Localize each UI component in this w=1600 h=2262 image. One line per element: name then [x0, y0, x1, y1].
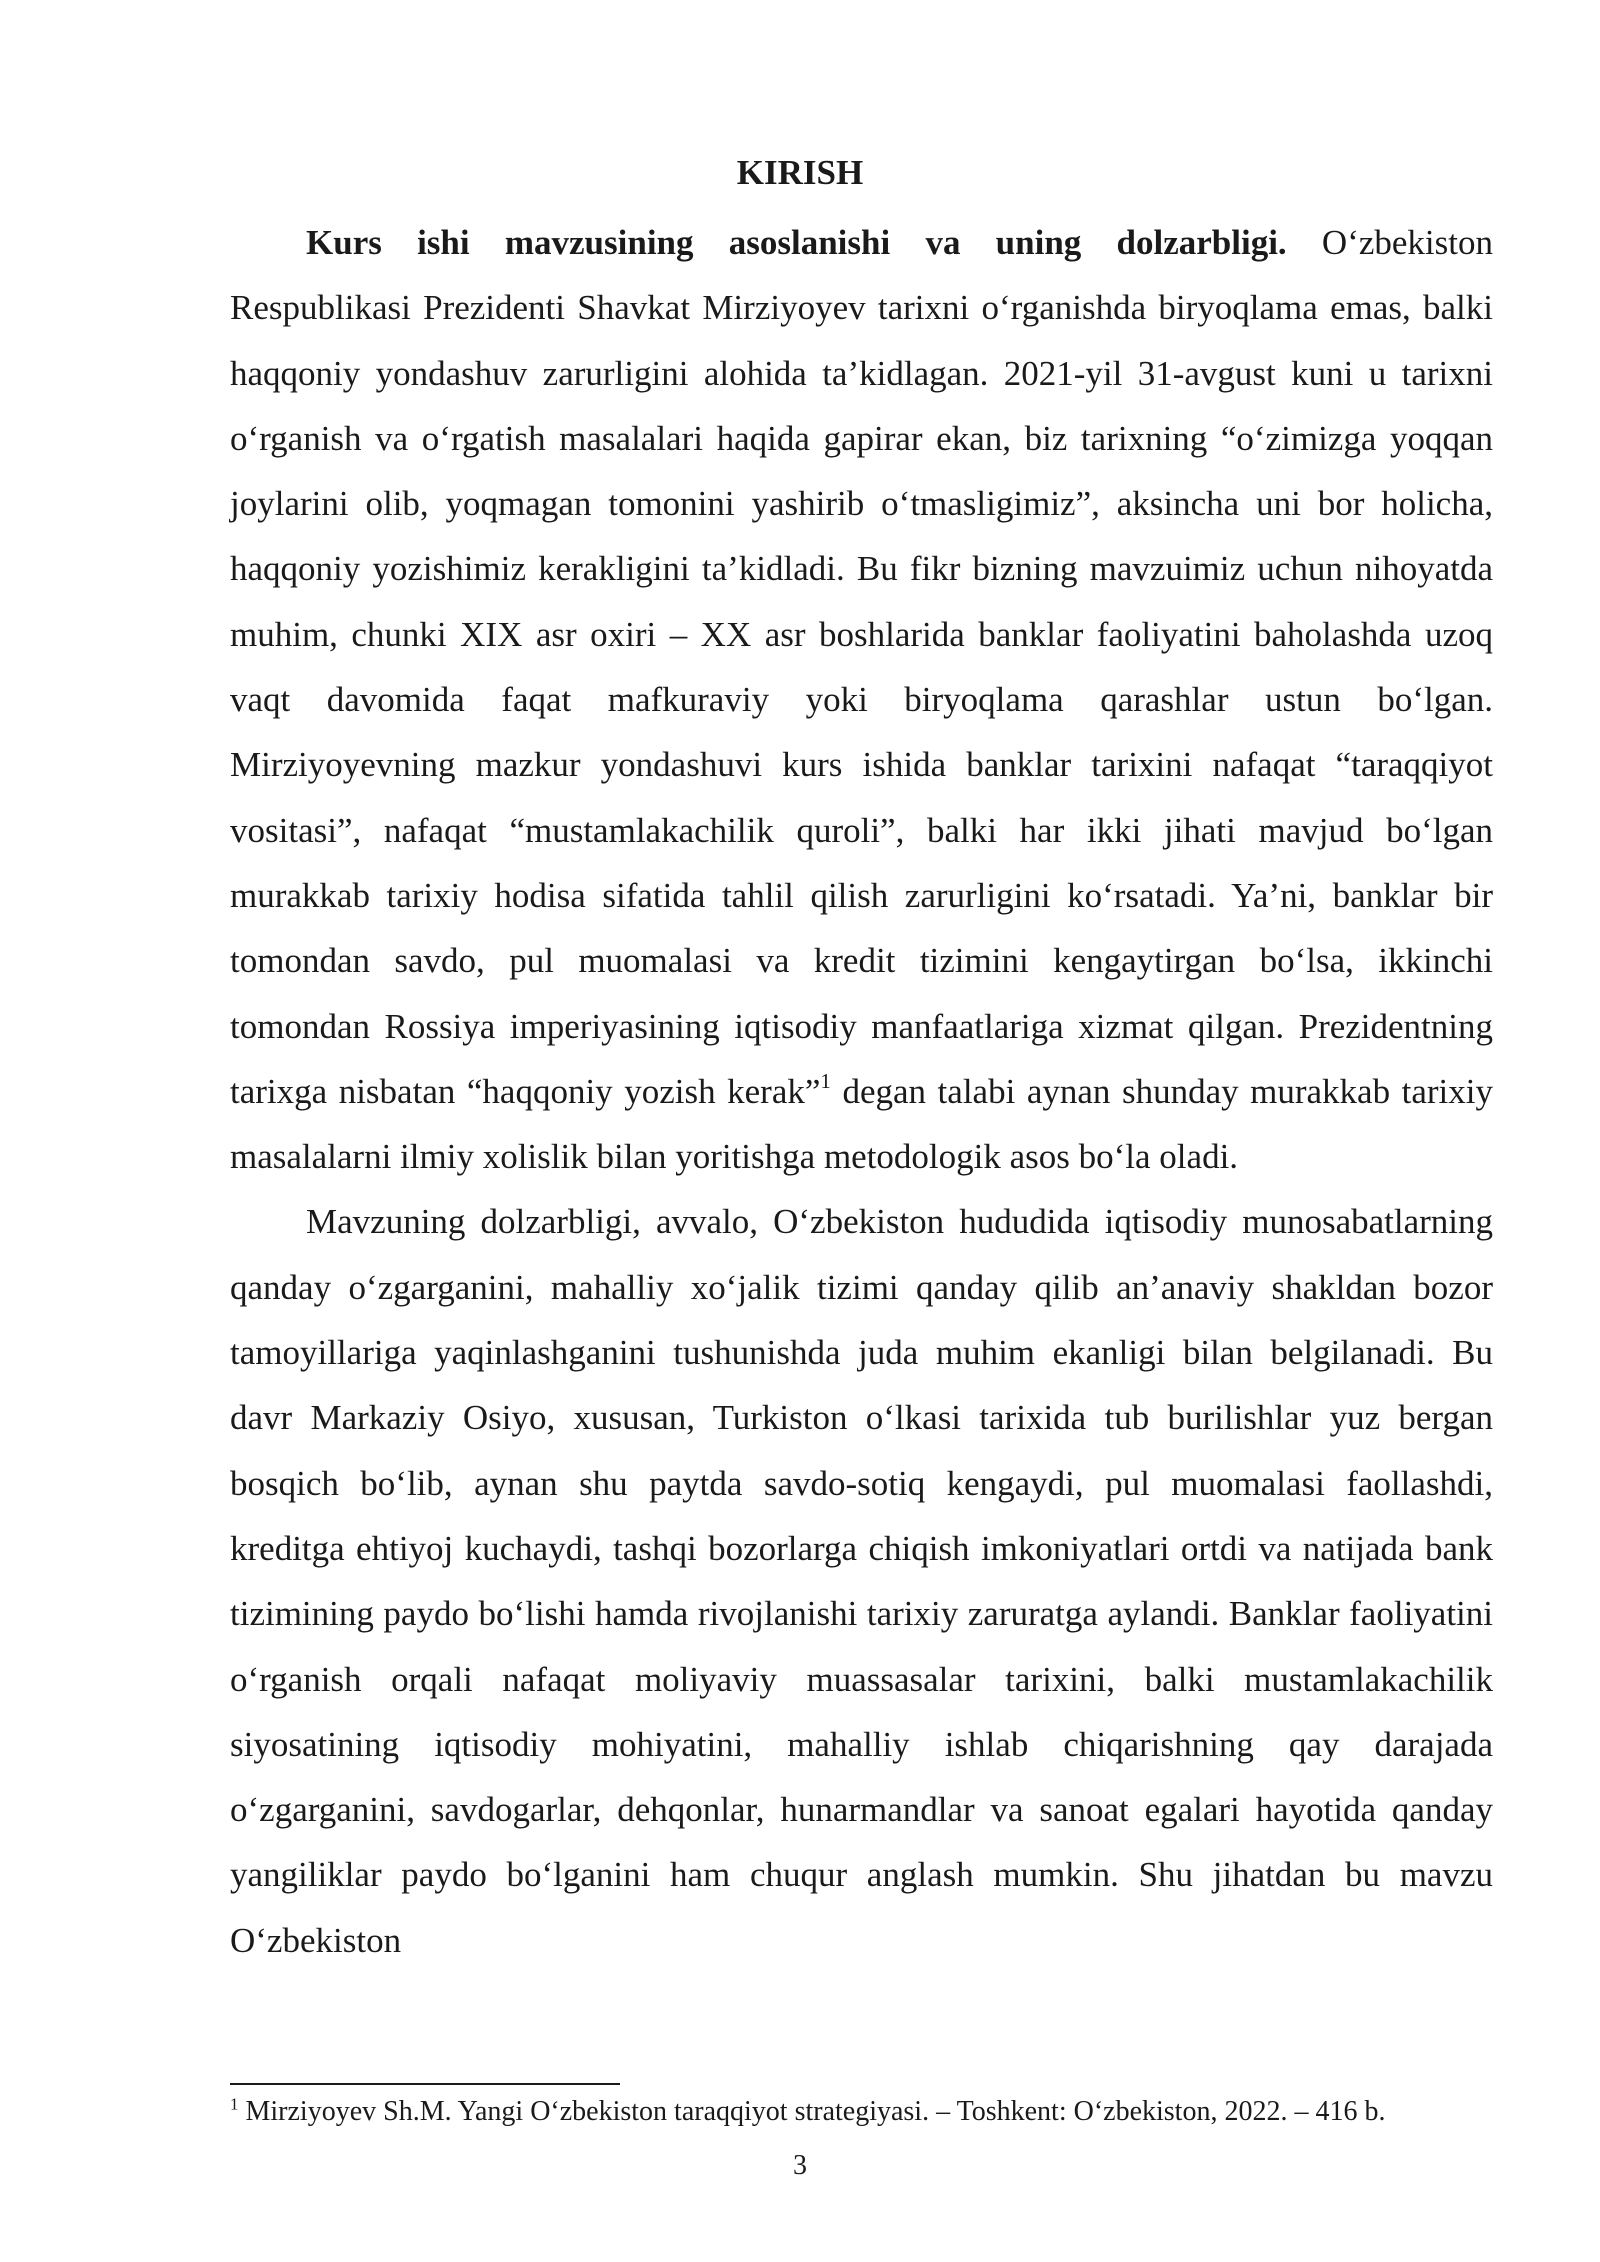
footnote-reference: 1: [820, 1069, 831, 1094]
footnote-marker: 1: [230, 2094, 239, 2114]
paragraph-1-text-continued: degan talabi aynan shunday murakkab tarixiy masalalarni ilmiy xolislik bilan yoritishga metodologik asos bo‘la oladi.: [230, 1071, 1493, 1177]
section-heading: KIRISH: [736, 153, 864, 192]
paragraph-1: [230, 210, 1493, 1189]
footnote-separator: [230, 2083, 620, 2085]
footnote: [230, 2092, 1493, 2132]
page-number: 3: [793, 2150, 807, 2181]
paragraph-1-text: O‘zbekiston Respublikasi Prezidenti Shavkat Mirziyoyev tarixni o‘rganishda biryoqlama emas, balki haqqoniy yondashuv zarurligini alohida ta’kidlagan. 2021-yil 31-avgust kuni u tarixni o‘rganish va o‘rgatish masalalari haqida gapirar ekan, biz tarixning “o‘zimizga yoqqan joylarini olib, yoqmagan tomonini yashirib o‘tmasligimiz”, aksincha uni bor holicha, haqqoniy yozishimiz kerakligini ta’kidladi. Bu fikr bizning mavzuimiz uchun nihoyatda muhim, chunki XIX asr oxiri – XX asr boshlarida banklar faoliyatini baholashda uzoq vaqt davomida faqat mafkuraviy yoki biryoqlama qarashlar ustun bo‘lgan. Mirziyoyevning mazkur yondashuvi kurs ishida banklar tarixini nafaqat “taraqqiyot vositasi”, nafaqat “mustamlakachilik quroli”, balki har ikki jihati mavjud bo‘lgan murakkab tarixiy hodisa sifatida tahlil qilish zarurligini ko‘rsatadi. Ya’ni, banklar bir tomondan savdo, pul muomalasi va kredit tizimini kengaytirgan bo‘lsa, ikkinchi tomondan Rossiya imperiyasining iqtisodiy manfaatlariga xizmat qilgan. Prezidentning tarixga nisbatan “haqqoniy yozish kerak”: [230, 223, 1493, 1111]
footnote-text: Mirziyoyev Sh.M. Yangi O‘zbekiston taraqqiyot strategiyasi. – Toshkent: O‘zbekiston, 2022. – 416 b.: [238, 2096, 1386, 2127]
body-text: [230, 210, 1493, 1973]
paragraph-2: Mavzuning dolzarbligi, avvalo, O‘zbekiston hududida iqtisodiy munosabatlarning qanday o‘zgarganini, mahalliy xo‘jalik tizimi qanday qilib an’anaviy shakldan bozor tamoyillariga yaqinlashganini tushunishda juda muhim ekanligi bilan belgilanadi. Bu davr Markaziy Osiyo, xususan, Turkiston o‘lkasi tarixida tub burilishlar yuz bergan bosqich bo‘lib, aynan shu paytda savdo-sotiq kengaydi, pul muomalasi faollashdi, kreditga ehtiyoj kuchaydi, tashqi bozorlarga chiqish imkoniyatlari ortdi va natijada bank tizimining paydo bo‘lishi hamda rivojlanishi tarixiy zaruratga aylandi. Banklar faoliyatini o‘rganish orqali nafaqat moliyaviy muassasalar tarixini, balki mustamlakachilik siyosatining iqtisodiy mohiyatini, mahalliy ishlab chiqarishning qay darajada o‘zgarganini, savdogarlar, dehqonlar, hunarmandlar va sanoat egalari hayotida qanday yangiliklar paydo bo‘lganini ham chuqur anglash mumkin. Shu jihatdan bu mavzu O‘zbekiston: [230, 1202, 1493, 1960]
paragraph-lead: Kurs ishi mavzusining asoslanishi va uning dolzarbligi.: [306, 223, 1287, 262]
